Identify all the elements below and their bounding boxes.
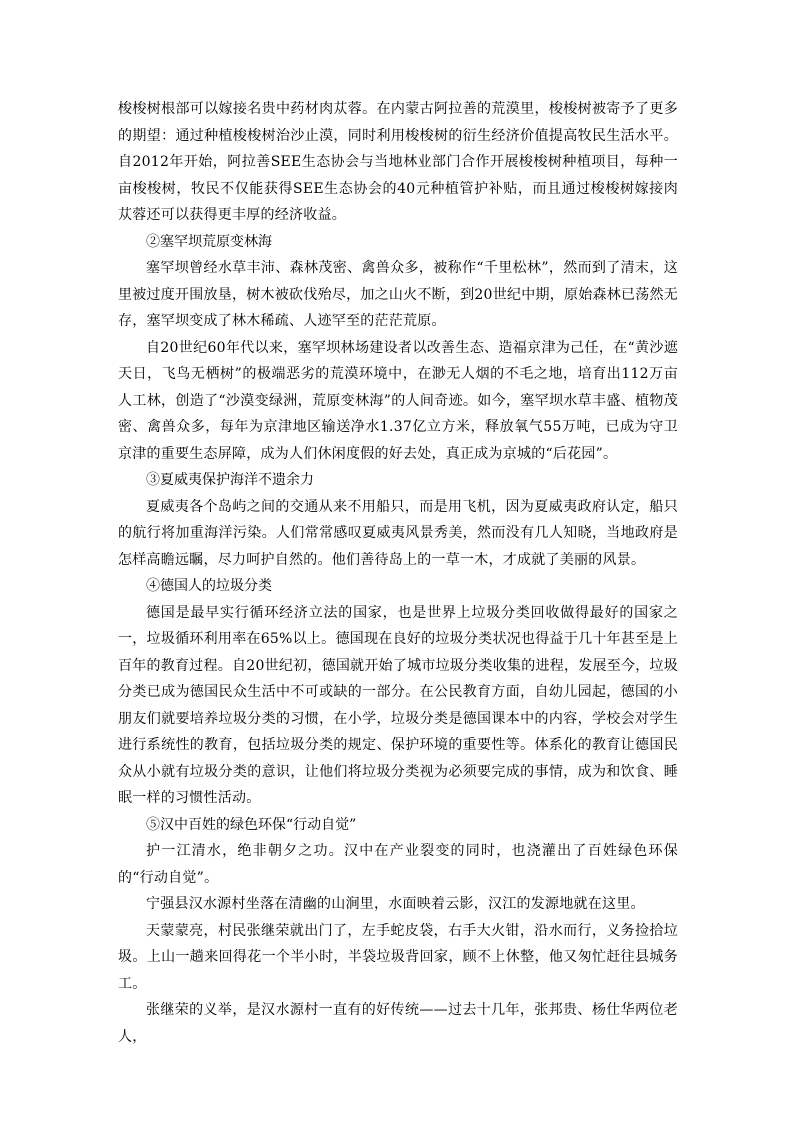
paragraph-saihanba-restoration: 自20世纪60年代以来，塞罕坝林场建设者以改善生态、造福京津为己任，在“黄沙遮天日，飞鸟无栖树”的极端恶劣的荒漠环境中，在渺无人烟的不毛之地，培育出112万亩人工林，创造了“沙漠变绿洲，荒原变林海”的人间奇迹。如今，塞罕坝水草丰盛、植物茂密、禽兽众多，每年为京津地区输送净水1.37亿立方米，释放氧气55万吨，已成为守卫京津的重要生态屏障，成为人们休闲度假的好去处，真正成为京城的“后花园”。 xyxy=(118,339,678,462)
paragraph-suosuo: 梭梭树根部可以嫁接名贵中药材肉苁蓉。在内蒙古阿拉善的荒漠里，梭梭树被寄予了更多的期望：通过种植梭梭树治沙止漠，同时利用梭梭树的衍生经济价值提高牧民生活水平。自2012年开始，阿拉善SEE生态协会与当地林业部门合作开展梭梭树种植项目，每种一亩梭梭树，牧民不仅能获得SEE生态协会的40元种植管护补贴，而且通过梭梭树嫁接肉苁蓉还可以获得更丰厚的经济收益。 xyxy=(118,101,678,223)
paragraph-germany: 德国是最早实行循环经济立法的国家，也是世界上垃圾分类回收做得最好的国家之一，垃圾循环利用率在65%以上。德国现在良好的垃圾分类状况也得益于几十年甚至是上百年的教育过程。自20世纪初，德国就开始了城市垃圾分类收集的进程，发展至今，垃圾分类已成为德国民众生活中不可或缺的一部分。在公民教育方面，自幼儿园起，德国的小朋友们就要培养垃圾分类的习惯，在小学，垃圾分类是德国课本中的内容，学校会对学生进行系统性的教育，包括垃圾分类的规定、保护环境的重要性等。体系化的教育让德国民众从小就有垃圾分类的意识，让他们将垃圾分类视为必须要完成的事情，成为和饮食、睡眠一样的习惯性活动。 xyxy=(118,604,678,806)
section-heading-hanzhong: ⑤汉中百姓的绿色环保“行动自觉” xyxy=(146,816,357,833)
paragraph-hawaii: 夏威夷各个岛屿之间的交通从来不用船只，而是用飞机，因为夏威夷政府认定，船只的航行将加重海洋污染。人们常常感叹夏威夷风景秀美，然而没有几人知晓，当地政府是怎样高瞻远瞩，尽力呵护自然的。他们善待岛上的一草一木，才成就了美丽的风景。 xyxy=(118,498,678,568)
paragraph-saihanba-history: 塞罕坝曾经水草丰沛、森林茂密、禽兽众多，被称作“千里松林”，然而到了清末，这里被过度开围放垦，树木被砍伐殆尽，加之山火不断，到20世纪中期，原始森林已荡然无存，塞罕坝变成了林木稀疏、人迹罕至的茫茫荒原。 xyxy=(118,260,678,329)
paragraph-hanshuiyuan-village: 宁强县汉水源村坐落在清幽的山涧里，水面映着云影，汉江的发源地就在这里。 xyxy=(146,896,645,912)
section-heading-saihanba: ②塞罕坝荒原变林海 xyxy=(146,233,272,250)
paragraph-hanzhong-intro: 护一江清水，绝非朝夕之功。汉中在产业裂变的同时，也浇灌出了百姓绿色环保的“行动自觉”。 xyxy=(118,843,678,886)
paragraph-zhang-jirong: 天蒙蒙亮，村民张继荣就出门了，左手蛇皮袋，右手大火钳，沿水而行，义务捡拾垃圾。上山一趟来回得花一个半小时，半袋垃圾背回家，顾不上休整，他又匆忙赶往县城务工。 xyxy=(118,922,678,992)
section-heading-germany: ④德国人的垃圾分类 xyxy=(146,578,272,594)
paragraph-tradition: 张继荣的义举，是汉水源村一直有的好传统——过去十几年，张邦贵、杨仕华两位老人， xyxy=(118,1002,678,1045)
document-body xyxy=(118,96,678,1050)
section-heading-hawaii: ③夏威夷保护海洋不遗余力 xyxy=(146,472,314,488)
